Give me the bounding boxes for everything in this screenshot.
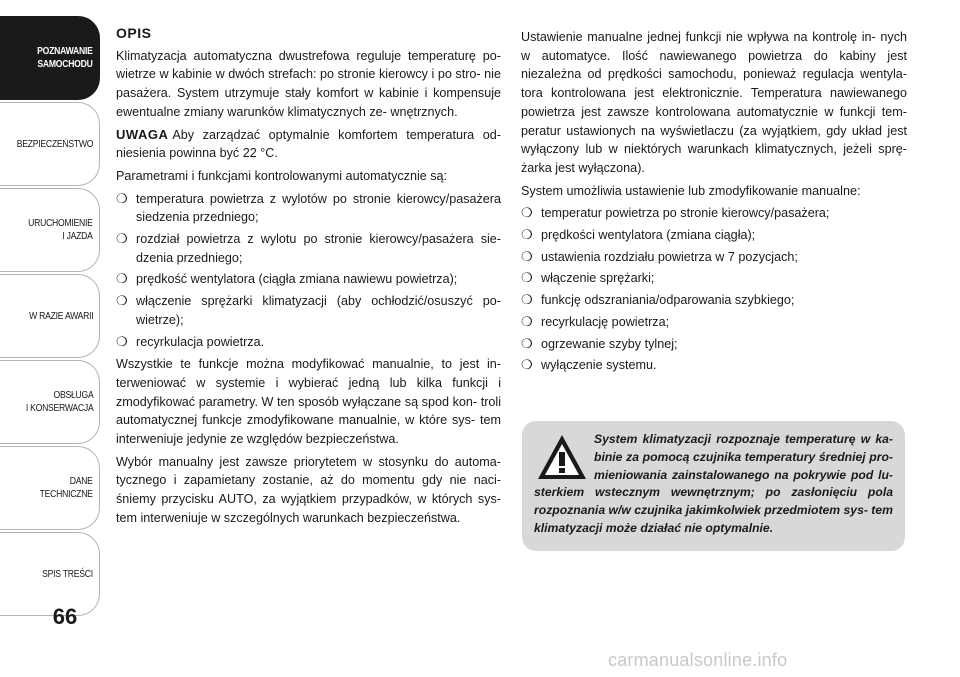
- tab-label: SPIS TREŚCI: [42, 567, 93, 580]
- tab-label: BEZPIECZEŃSTWO: [16, 137, 93, 150]
- list-item: [521, 248, 907, 267]
- list-item-text: temperatura powietrza z wylotów po stronie kierowcy/pasażera siedzenia przedniego;: [136, 191, 501, 225]
- warning-triangle-icon: [536, 433, 588, 483]
- tab-w-razie-awarii[interactable]: [0, 274, 100, 358]
- bullet-icon: ❍: [521, 270, 533, 286]
- manual-setting-paragraph: Ustawienie manualne jednej funkcji nie wpływa na kontrolę in- nych w automatyce. Ilość nawiewanego powietrza do kabiny jest niezależna od prędkości samochodu, ponieważ regulacja wentyla- tora kontrolowana jest elektronicznie. Temperatura nawiewanego powietrza jest zawsze kontrolowana automatycznie w funkcji tem- peratur ustawionych na wyświetlaczu (za wyjątkiem, gdy układ jest wyłączony lub w niektórych warunkach klimatycznych, jeżeli sprę- żarka jest wyłączona).: [521, 30, 907, 175]
- bullet-icon: ❍: [116, 333, 128, 349]
- tab-label: URUCHOMIENIE I JAZDA: [28, 217, 93, 242]
- manual-options-list: [521, 204, 907, 375]
- tab-label: W RAZIE AWARII: [28, 309, 93, 322]
- list-item-text: prędkości wentylatora (zmiana ciągła);: [541, 228, 756, 243]
- bullet-icon: ❍: [521, 205, 533, 221]
- list-item: [521, 226, 907, 245]
- callout-text: System klimatyzacji rozpoznaje temperaturę w ka- binie za pomocą czujnika temperatury średniej pro- mieniowania zainstalowanego na pokrywie pod lu- sterkiem wstecznym wewnętrznym; po zasłonięciu pola rozpoznania w/w czujnika jakimkolwiek przedmiotem sys- tem klimatyzacji może działać nie optymalnie.: [534, 432, 893, 535]
- warning-paragraph: [116, 126, 501, 163]
- list-item: [521, 269, 907, 288]
- bullet-icon: ❍: [116, 231, 128, 247]
- list-item-text: włączenie sprężarki;: [541, 271, 655, 286]
- list-item: [521, 313, 907, 332]
- auto-params-list: [116, 190, 501, 352]
- warning-text: Aby zarządzać optymalnie komfortem temperatura od- niesienia powinna być 22 °C.: [116, 127, 501, 161]
- bullet-icon: ❍: [116, 271, 128, 287]
- list-item-text: prędkość wentylatora (ciągła zmiana nawiewu powietrza);: [136, 272, 458, 287]
- tab-label: POZNAWANIE SAMOCHODU: [37, 45, 93, 70]
- list-item: [116, 333, 501, 352]
- right-column: [521, 28, 907, 379]
- tab-label: OBSŁUGA I KONSERWACJA: [25, 389, 93, 414]
- list-item-text: wyłączenie systemu.: [541, 358, 657, 373]
- list-item-text: temperatur powietrza po stronie kierowcy/pasażera;: [541, 206, 830, 221]
- bullet-icon: ❍: [521, 292, 533, 308]
- tab-obsluga-i-konserwacja[interactable]: [0, 360, 100, 444]
- list-item-text: ustawienia rozdziału powietrza w 7 pozycjach;: [541, 249, 798, 264]
- manual-mod-paragraph: Wszystkie te funkcje można modyfikować manualnie, to jest in- terweniować w systemie i wybierać jedną lub kilka funkcji i zmodyfikować parametry. W ten sposób wyłączane są spod kon- troli automatycznej funkcje zmodyfikowane manualnie, w które sys- tem interweniuje jedynie ze względów bezpieczeństwa.: [116, 357, 501, 447]
- left-column: [116, 24, 501, 532]
- manual-options-intro: System umożliwia ustawienie lub zmodyfikowanie manualne:: [521, 183, 861, 198]
- list-item: [116, 292, 501, 329]
- bullet-icon: ❍: [521, 227, 533, 243]
- tab-dane-techniczne[interactable]: [0, 446, 100, 530]
- list-item-text: ogrzewanie szyby tylnej;: [541, 336, 678, 351]
- list-item-text: funkcję odszraniania/odparowania szybkiego;: [541, 293, 795, 308]
- list-item: [116, 190, 501, 227]
- list-item-text: włączenie sprężarki klimatyzacji (aby ochłodzić/osuszyć po- wietrze);: [136, 294, 501, 327]
- warning-label: UWAGA: [116, 126, 169, 142]
- bullet-icon: ❍: [116, 190, 128, 206]
- bullet-icon: ❍: [116, 293, 128, 309]
- tab-bezpieczenstwo[interactable]: [0, 102, 100, 186]
- page-number: 66: [52, 604, 78, 629]
- tab-poznawanie-samochodu[interactable]: [0, 16, 100, 100]
- list-item: [116, 270, 501, 289]
- list-item: [521, 335, 907, 354]
- list-item-text: recyrkulacja powietrza.: [136, 334, 265, 349]
- bullet-icon: ❍: [521, 248, 533, 264]
- list-item: [521, 291, 907, 310]
- list-item-text: recyrkulację powietrza;: [541, 314, 670, 329]
- bullet-icon: ❍: [521, 357, 533, 373]
- list-item-text: rozdział powietrza z wylotu po stronie kierowcy/pasażera sie- dzenia przedniego;: [136, 232, 501, 265]
- list-item: [521, 204, 907, 223]
- tab-label: DANE TECHNICZNE: [39, 475, 93, 500]
- list-item: [116, 230, 501, 267]
- params-intro: Parametrami i funkcjami kontrolowanymi automatycznie są:: [116, 168, 448, 183]
- intro-paragraph: Klimatyzacja automatyczna dwustrefowa reguluje temperaturę po- wietrze w kabinie w dwóch strefach: po stronie kierowcy i po stro- nie pasażera. System utrzymuje stały komfort w kabinie i kompensuje ewentualne zmiany warunków klimatycznych ze- wnętrznych.: [116, 48, 501, 119]
- tab-uruchomienie-i-jazda[interactable]: [0, 188, 100, 272]
- bullet-icon: ❍: [521, 313, 533, 329]
- manual-priority-paragraph: Wybór manualny jest zawsze priorytetem w stosynku do automa- tycznego i zapamietany zostanie, aż do momentu gdy nie naci- śniemy przycisku AUTO, za wyjątkiem przypadków, w których sys- tem interweniuje w szczególnych warunkach bezpieczeństwa.: [116, 454, 501, 525]
- bullet-icon: ❍: [521, 335, 533, 351]
- watermark: carmanualsonline.info: [608, 650, 788, 670]
- warning-callout: [522, 421, 905, 551]
- list-item: [521, 356, 907, 375]
- section-heading: OPIS: [116, 25, 152, 41]
